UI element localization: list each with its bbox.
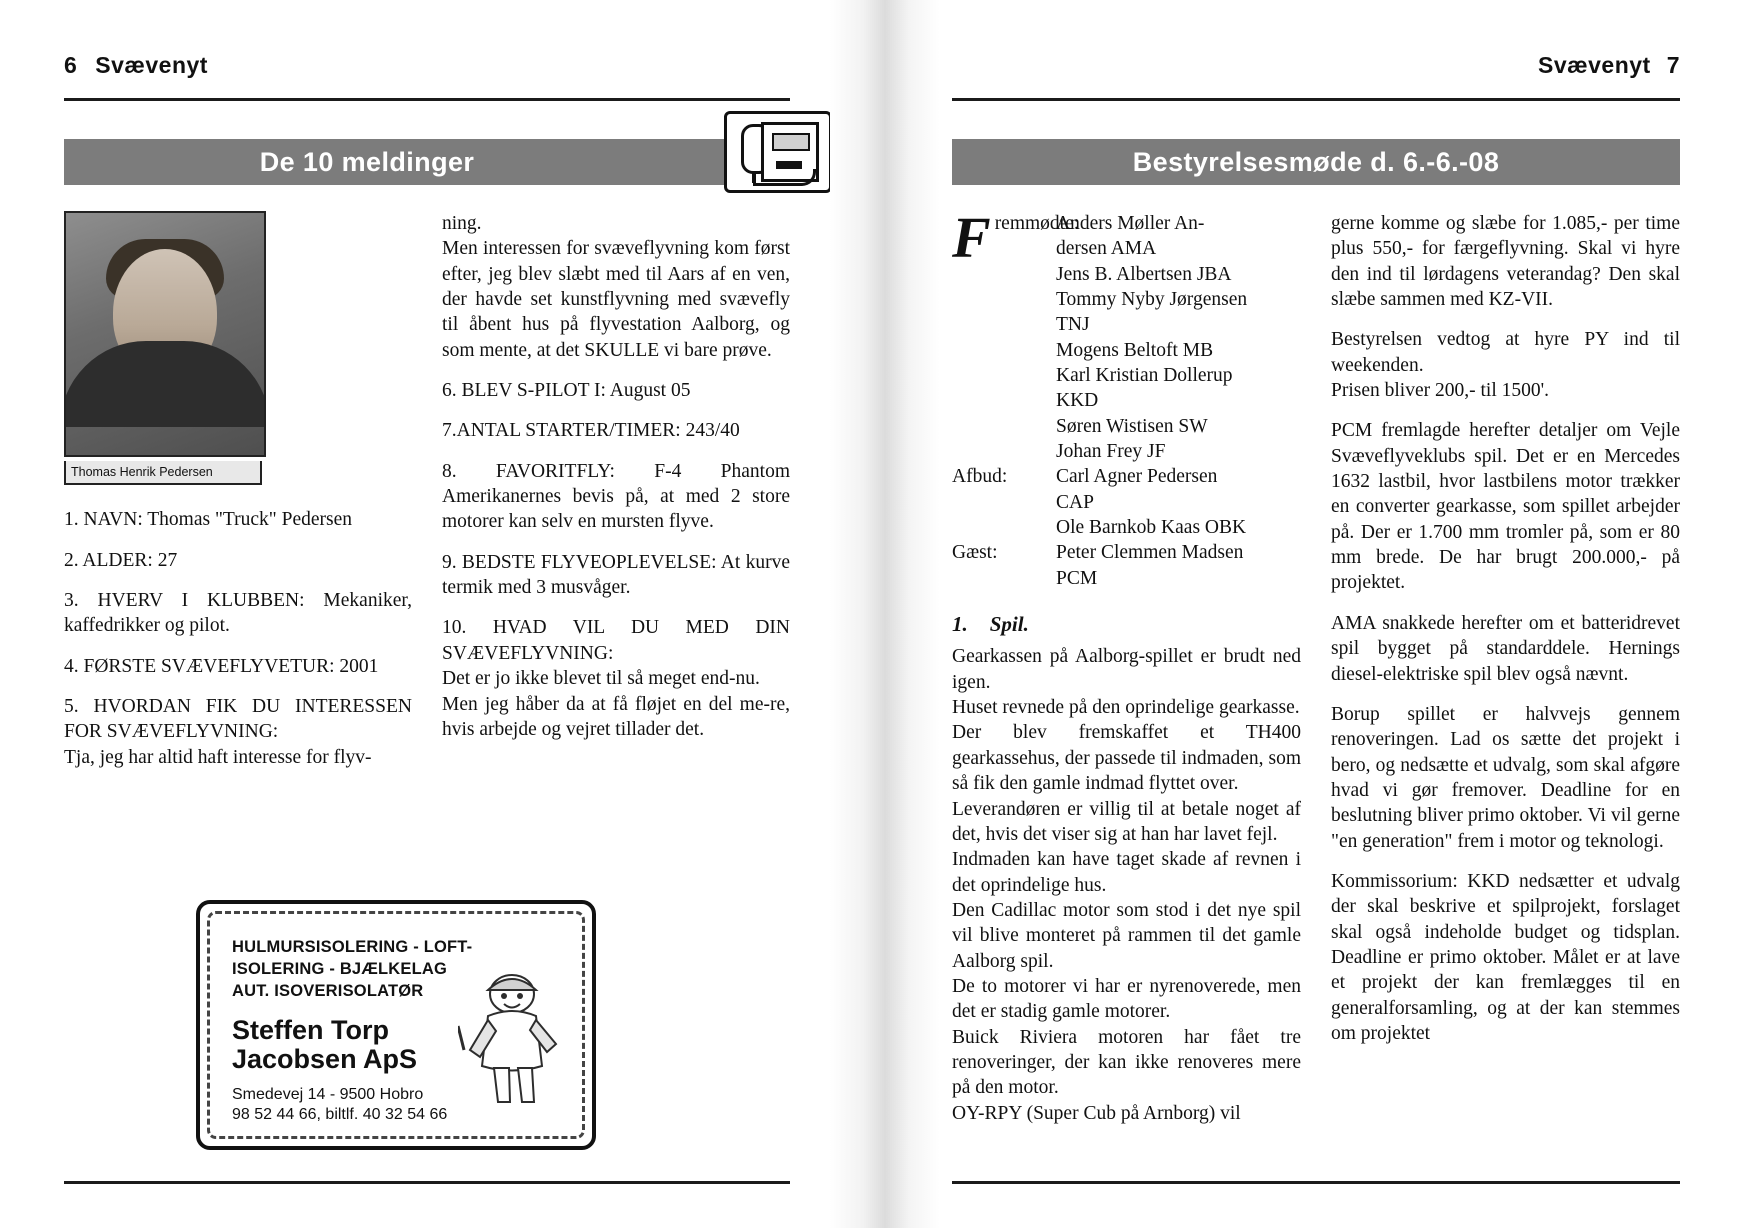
minutes-paragraph: OY-RPY (Super Cub på Arnborg) vil (952, 1102, 1241, 1124)
question-5-heading: 5. HVORDAN FIK DU INTERESSEN FOR SVÆVEFLYVNING: (64, 695, 412, 743)
section-title: Spil. (989, 612, 1029, 637)
ad-service-line-2: ISOLERING - BJÆLKELAG (232, 960, 448, 979)
magazine-title-left: Svævenyt (95, 52, 208, 78)
attendance-label-present: Fremmødte: (952, 205, 1080, 270)
portrait-photo (64, 211, 266, 457)
minutes-paragraph: Kommissorium: KKD nedsætter et udvalg der skal beskrive et spilprojekt, forslaget skal også indeholde budget og tidsplan. Deadline er primo oktober. Målet er at lave et projekt der kan fremlægges til en generalforsamling, og at der kan stemmes om projektet (1331, 870, 1680, 1044)
page-number-left: 6 (64, 52, 78, 78)
question-7: 7.ANTAL STARTER/TIMER: 243/40 (442, 420, 740, 442)
ad-service-line-3: AUT. ISOVERISOLATØR (232, 982, 424, 1001)
question-10-answer-a: Det er jo ikke blevet til så meget end-nu. (442, 668, 760, 690)
ad-company-line-1: Steffen Torp (232, 1015, 389, 1046)
attendance-names-absent: Carl Agner Pedersen CAP Ole Barnkob Kaas OBK (1056, 466, 1247, 539)
minutes-paragraph: Buick Riviera motoren har fået tre renoveringer, der kan ikke renoveres mere på den motor. (952, 1026, 1301, 1099)
attendance-label-guest: Gæst: (952, 542, 998, 564)
question-10-answer-b: Men jeg håber da at få fløjet en del me-re, hvis arbejde og vejret tillader det. (442, 693, 790, 740)
right-column-one (952, 205, 1301, 1126)
minutes-paragraph: AMA snakkede herefter om et batteridrevet spil bygget på standarddele. Hernings diesel-elektriske spil blev også nævnt. (1331, 612, 1680, 685)
left-column-two (442, 211, 790, 785)
minutes-paragraph: De to motorer vi har er nyrenoverede, men det er stadig gamle motorer. (952, 975, 1301, 1023)
ad-company-name (232, 1016, 574, 1074)
ad-address: Smedevej 14 - 9500 Hobro (232, 1085, 424, 1103)
article-title-right: Bestyrelsesmøde d. 6.-6.-08 (1132, 146, 1500, 177)
minutes-paragraph: Huset revnede på den oprindelige gearkasse. (952, 697, 1300, 719)
continued-word: ning. (442, 213, 482, 234)
attendance-label-absent: Afbud: (952, 466, 1008, 488)
attendance-list (952, 205, 1301, 591)
question-6: 6. BLEV S-PILOT I: August 05 (442, 380, 691, 402)
right-body-columns (952, 205, 1680, 1126)
minutes-paragraph: Leverandøren er villig til at betale noget af det, hvis det viser sig at han har lavet fejl. (952, 798, 1301, 845)
question-9: 9. BEDSTE FLYVEOPLEVELSE: At kurve termik med 3 musvåger. (442, 551, 790, 599)
section-number: 1. (952, 612, 968, 637)
minutes-text-left (952, 644, 1301, 1126)
header-rule-left (64, 98, 790, 101)
minutes-paragraph: Der blev fremskaffet et TH400 gearkassehus, der passede til indmaden, som så fik den gamle indmad flyttet over. (952, 722, 1301, 795)
question-1: 1. NAVN: Thomas "Truck" Pedersen (64, 509, 353, 531)
minutes-paragraph: Indmaden kan have taget skade af revnen i det oprindelige hus. (952, 849, 1301, 896)
minutes-paragraph: PCM fremlagde herefter detaljer om Vejle Svæveflyveklubs spil. Det er en Mercedes 1632 lastbil, hvor lastbilens motor trækker en converter gearkasse, som spillet arbejder på. Der er 1.700 mm tromler på, som er 80 mm brede. De har brugt 200.000,- på projektet. (1331, 420, 1680, 594)
drop-cap: F (952, 205, 991, 270)
ad-company-line-2: Jacobsen ApS (232, 1044, 418, 1075)
section-heading (952, 611, 1301, 638)
right-column-two (1331, 211, 1680, 1126)
header-rule-right (952, 98, 1680, 101)
question-4: 4. FØRSTE SVÆVEFLYVETUR: 2001 (64, 655, 379, 677)
article-banner-left (64, 139, 790, 185)
question-10-heading: 10. HVAD VIL DU MED DIN SVÆVEFLYVNING: (442, 617, 790, 664)
minutes-paragraph: Den Cadillac motor som stod i det nye spil vil blive monteret på rammen til det gamle Aalborg spil. (952, 899, 1301, 972)
attendance-names-guest: Peter Clemmen Madsen PCM (1056, 542, 1244, 589)
article-title-left: De 10 meldinger (259, 146, 475, 177)
page-number-right: 7 (1666, 52, 1680, 78)
minutes-paragraph: Borup spillet er halvvejs gennem renoveringen. Lad os sætte det projekt i bero, og nedsætte et udvalg, som skal afgøre hvad vi gør fremover. Deadline for en beslutning bliver primo oktober. Vi vil gerne "en generation" frem i motor og teknologi. (1331, 703, 1680, 852)
portrait-caption: Thomas Henrik Pedersen (64, 461, 262, 485)
ad-contact (232, 1085, 574, 1127)
question-2: 2. ALDER: 27 (64, 549, 178, 571)
minutes-paragraph: gerne komme og slæbe for 1.085,- per time plus 550,- for færgeflyvning. Skal vi hyre den ind til lørdagens veterandag? Den skal slæbe sammen med KZ-VII. (1331, 213, 1680, 311)
right-page (868, 0, 1742, 1228)
magazine-title-right: Svævenyt (1538, 52, 1651, 78)
intro-paragraph: Men interessen for svæveflyvning kom først efter, jeg blev slæbt med til Aars af en ven, der havde set kunstflyvning med svævefly til åbent hus på flyvestation Aalborg, og som mente, at det SKULLE vi bare prøve. (442, 238, 790, 361)
running-head-right (952, 52, 1680, 92)
advertisement-box (196, 900, 596, 1150)
article-banner-right (952, 139, 1680, 185)
ad-phone: 98 52 44 66, biltlf. 40 32 54 66 (232, 1106, 448, 1124)
running-head-left (64, 52, 790, 92)
left-column-one (64, 211, 412, 785)
minutes-paragraph: Bestyrelsen vedtog at hyre PY ind til weekenden. (1331, 329, 1680, 376)
ad-services (232, 936, 574, 1002)
left-page (0, 0, 868, 1228)
question-8: 8. FAVORITFLY: F-4 Phantom Amerikanernes bevis på, at med 2 store motorer kan selv en mursten flyve. (442, 460, 790, 533)
question-5-answer: Tja, jeg har altid haft interesse for flyv- (64, 746, 372, 768)
question-3: 3. HVERV I KLUBBEN: Mekaniker, kaffedrikker og pilot. (64, 589, 412, 637)
attendance-names-present: Anders Møller An- dersen AMA Jens B. Albertsen JBA Tommy Nyby Jørgensen TNJ Mogens Beltoft MB Karl Kristian Dollerup KKD Søren Wistisen SW Johan Frey JF (1056, 213, 1248, 463)
left-body-columns (64, 211, 790, 785)
footer-rule-right (952, 1181, 1680, 1184)
footer-rule-left (64, 1181, 790, 1184)
minutes-paragraph: Prisen bliver 200,- til 1500'. (1331, 380, 1549, 402)
dictaphone-icon (724, 111, 832, 193)
ad-service-line-1: HULMURSISOLERING - LOFT- (232, 938, 473, 956)
minutes-paragraph: Gearkassen på Aalborg-spillet er brudt ned igen. (952, 646, 1301, 693)
